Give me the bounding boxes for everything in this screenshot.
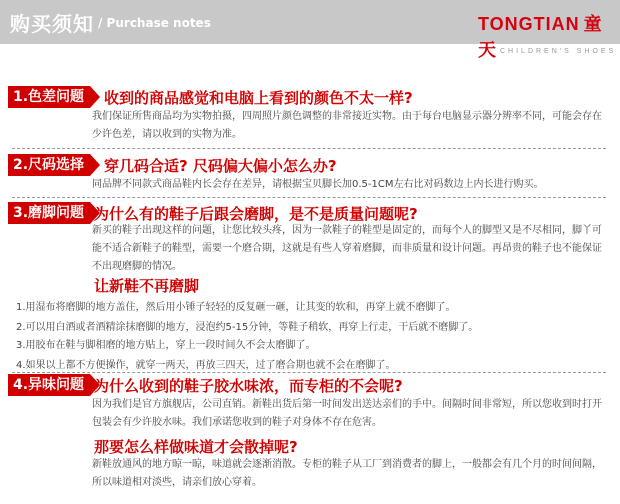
section-question-odor: 为什么收到的鞋子胶水味浓，而专柜的不会呢? bbox=[94, 377, 403, 395]
section-tag-size: 2.尺码选择 bbox=[8, 154, 90, 176]
brand-subtitle: CHILDREN'S SHOES bbox=[500, 48, 617, 55]
section-question-color: 收到的商品感觉和电脑上看到的颜色不太一样? bbox=[104, 89, 413, 107]
section-body-color: 我们保证所售商品均为实物拍摄，四周照片颜色调整的非常接近实物。由于每台电脑显示器分辨率不同，可能会存在少许色差，请以收到的实物为准。 bbox=[92, 111, 602, 140]
divider bbox=[12, 197, 606, 198]
page-title: 购买须知 bbox=[10, 12, 94, 36]
section-body-size: 同品牌不同款式商品鞋内长会存在差异，请根据宝贝脚长加0.5-1CM左右比对码数边上内长进行购买。 bbox=[92, 179, 544, 190]
tip-item: 3.用胶布在鞋与脚相磨的地方贴上，穿上一段时间久不会太磨脚了。 bbox=[16, 340, 316, 351]
section-body-rub: 新买的鞋子出现这样的问题，让您比较头疼，因为一款鞋子的鞋型是固定的，而每个人的脚型又是不尽相同，脚丫可能不适合新鞋子的鞋型，需要一个磨合期，这就是有些人穿着磨脚，而非质量和设计问题。再昂贵的鞋子也不能保证不出现磨脚的情况。 bbox=[92, 225, 602, 272]
section-question-size: 穿几码合适? 尺码偏大偏小怎么办? bbox=[104, 157, 337, 175]
divider bbox=[12, 372, 606, 373]
tip-item: 4.如果以上都不方便操作，就穿一两天，再放三四天，过了磨合期也就不会在磨脚了。 bbox=[16, 360, 396, 371]
brand-name-en: TONGTIAN bbox=[478, 14, 580, 34]
page-title-en: / Purchase notes bbox=[98, 16, 211, 30]
brand-name-zh: 童天 bbox=[478, 14, 603, 60]
section-body-odor: 因为我们是官方旗舰店，公司直销。新鞋出货后第一时间发出送达亲们的手中。间隔时间非常短，所以您收到时打开包装会有少许胶水味。我们承诺您收到的鞋子对身体不存在危害。 bbox=[92, 399, 602, 428]
tip-item: 2.可以用白酒或者酒精涂抹磨脚的地方，浸泡约5-15分钟，等鞋子稍软，再穿上行走，干后就不磨脚了。 bbox=[16, 322, 479, 333]
divider bbox=[12, 148, 606, 149]
section-tag-color: 1.色差问题 bbox=[8, 86, 90, 108]
section-subheading-odor: 那要怎么样做味道才会散掉呢? bbox=[94, 438, 298, 456]
tip-item: 1.用湿布将磨脚的地方盖住，然后用小锤子轻轻的反复砸一砸，让其变的软和，再穿上就不磨脚了。 bbox=[16, 302, 456, 313]
section-tag-odor: 4.异味问题 bbox=[8, 374, 90, 396]
section-body2-odor: 新鞋放通风的地方晾一晾，味道就会逐渐消散。专柜的鞋子从工厂到消费者的脚上，一般都会有几个月的时间间隔，所以味道相对淡些，请亲们放心穿着。 bbox=[92, 459, 602, 488]
section-subheading-rub: 让新鞋不再磨脚 bbox=[94, 277, 200, 295]
section-tag-rub: 3.磨脚问题 bbox=[8, 202, 90, 224]
section-question-rub: 为什么有的鞋子后跟会磨脚，是不是质量问题呢? bbox=[94, 205, 418, 223]
